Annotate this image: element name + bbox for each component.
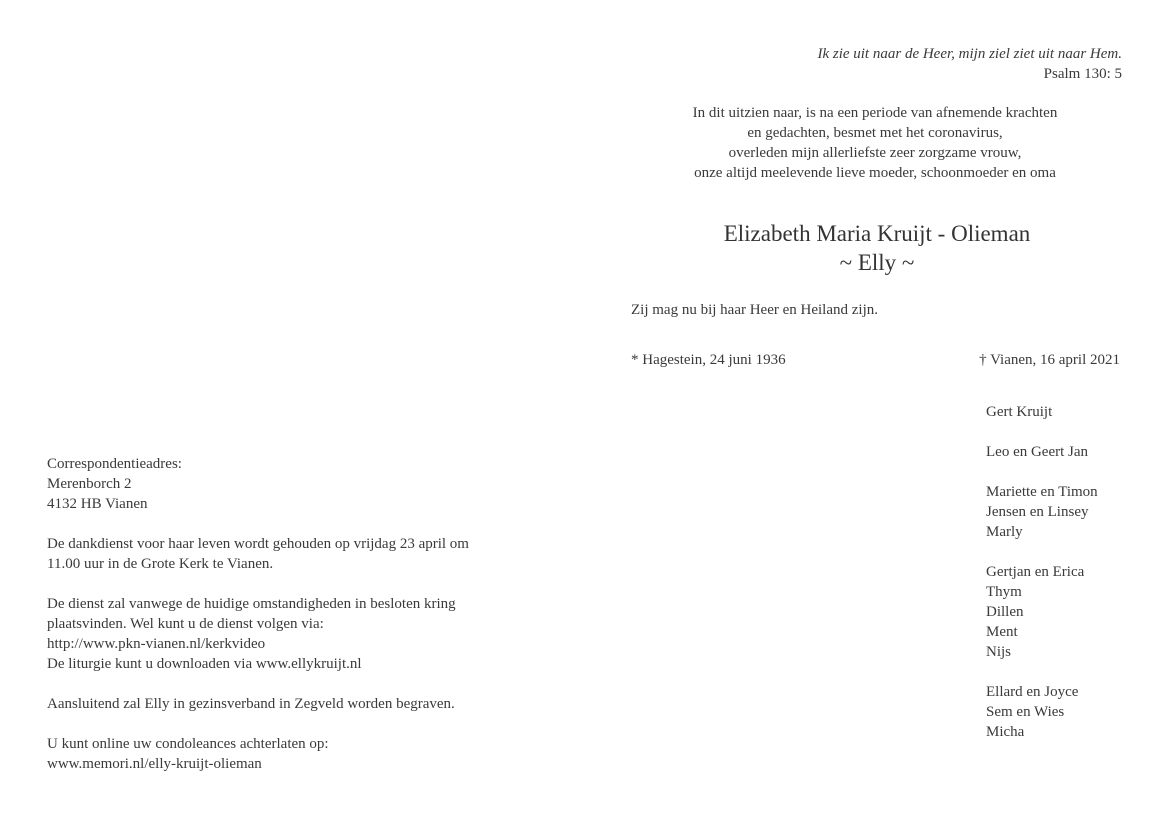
family-group xyxy=(986,562,1098,662)
psalm-quote xyxy=(817,44,1122,84)
family-member: Jensen en Linsey xyxy=(986,504,1089,520)
family-group xyxy=(986,482,1098,542)
deceased-name-block xyxy=(630,219,1124,277)
family-member: Ellard en Joyce xyxy=(986,684,1079,700)
correspondence-address xyxy=(47,454,517,514)
family-member: Marly xyxy=(986,524,1023,540)
stream-line: De dienst zal vanwege de huidige omstandigheden in besloten kring xyxy=(47,596,456,612)
service-line: 11.00 uur in de Grote Kerk te Vianen. xyxy=(47,556,274,572)
service-info xyxy=(47,534,517,574)
stream-url: http://www.pkn-vianen.nl/kerkvideo xyxy=(47,636,266,652)
burial-info xyxy=(47,694,517,714)
address-street: Merenborch 2 xyxy=(47,476,132,492)
deceased-full-name: Elizabeth Maria Kruijt - Olieman xyxy=(723,221,1031,246)
quote-text: Ik zie uit naar de Heer, mijn ziel ziet uit naar Hem. xyxy=(817,46,1122,62)
condolence-info xyxy=(47,734,517,774)
condolence-url: www.memori.nl/elly-kruijt-olieman xyxy=(47,756,262,772)
address-city: 4132 HB Vianen xyxy=(47,496,148,512)
condolence-line: U kunt online uw condoleances achterlaten op: xyxy=(47,736,329,752)
family-list xyxy=(986,402,1098,742)
family-member: Ment xyxy=(986,624,1018,640)
birth-date: * Hagestein, 24 juni 1936 xyxy=(631,352,786,368)
service-line: De dankdienst voor haar leven wordt gehouden op vrijdag 23 april om xyxy=(47,536,469,552)
announcement-intro xyxy=(630,103,1120,183)
family-group xyxy=(986,402,1098,422)
liturgy-line: De liturgie kunt u downloaden via www.ellykruijt.nl xyxy=(47,656,362,672)
intro-line: In dit uitzien naar, is na een periode van afnemende krachten xyxy=(692,105,1058,121)
family-member: Sem en Wies xyxy=(986,704,1065,720)
family-group xyxy=(986,442,1098,462)
family-group xyxy=(986,682,1098,742)
intro-line: overleden mijn allerliefste zeer zorgzame vrouw, xyxy=(728,145,1022,161)
family-member: Mariette en Timon xyxy=(986,484,1098,500)
deceased-nickname: ~ Elly ~ xyxy=(839,250,915,275)
stream-line: plaatsvinden. Wel kunt u de dienst volgen via: xyxy=(47,616,324,632)
address-label: Correspondentieadres: xyxy=(47,456,182,472)
family-member: Nijs xyxy=(986,644,1012,660)
family-member: Leo en Geert Jan xyxy=(986,444,1089,460)
family-member: Gertjan en Erica xyxy=(986,564,1085,580)
family-member: Thym xyxy=(986,584,1022,600)
practical-info xyxy=(47,454,517,774)
family-member: Gert Kruijt xyxy=(986,404,1053,420)
intro-line: onze altijd meelevende lieve moeder, schoonmoeder en oma xyxy=(694,165,1056,181)
stream-info xyxy=(47,594,517,674)
quote-reference: Psalm 130: 5 xyxy=(1043,66,1122,82)
faith-statement: Zij mag nu bij haar Heer en Heiland zijn. xyxy=(631,302,878,318)
death-date: † Vianen, 16 april 2021 xyxy=(979,352,1120,368)
intro-line: en gedachten, besmet met het coronavirus, xyxy=(747,125,1003,141)
family-member: Micha xyxy=(986,724,1025,740)
family-member: Dillen xyxy=(986,604,1024,620)
burial-line: Aansluitend zal Elly in gezinsverband in Zegveld worden begraven. xyxy=(47,696,455,712)
